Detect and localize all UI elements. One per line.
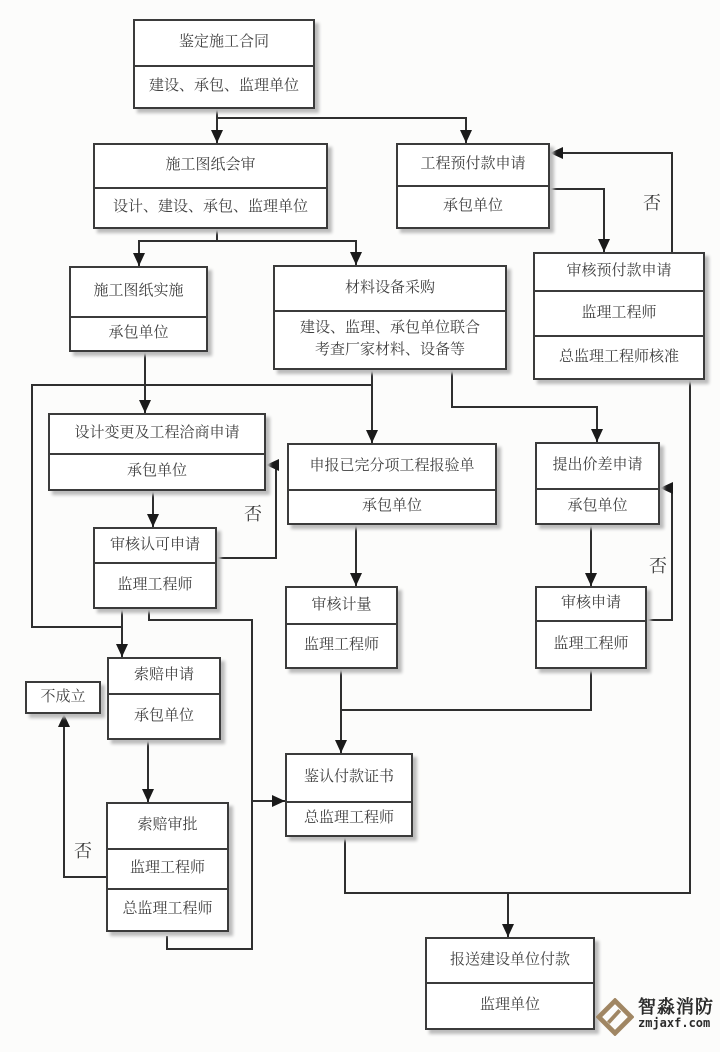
node-role: 承包单位 xyxy=(50,453,264,489)
node-title: 审核申请 xyxy=(560,595,621,612)
node-role: 监理工程师 xyxy=(95,562,215,607)
edge-label-no-design-change: 否 xyxy=(242,499,264,527)
connector-line xyxy=(275,464,277,559)
edge-label-no-prepayment: 否 xyxy=(641,188,663,216)
node-role: 建设、监理、承包单位联合考查厂家材料、设备等 xyxy=(275,310,505,368)
node-role: 承包单位 xyxy=(537,488,658,523)
node-role: 总监理工程师 xyxy=(108,888,227,930)
connector-line xyxy=(63,876,108,878)
node-drawing-implementation xyxy=(69,266,208,352)
node-title: 审核预付款申请 xyxy=(566,263,672,280)
connector-line xyxy=(689,380,691,894)
node-role: 承包单位 xyxy=(109,693,219,738)
arrowhead-icon xyxy=(116,644,128,657)
connector-line xyxy=(344,892,691,894)
connector-line xyxy=(148,619,253,621)
connector-line xyxy=(63,714,65,878)
node-role: 监理工程师 xyxy=(287,623,396,667)
arrowhead-icon xyxy=(550,147,563,159)
connector-line xyxy=(590,669,592,711)
node-price-difference-application xyxy=(535,442,660,525)
node-role: 承包单位 xyxy=(71,316,206,350)
node-role: 总监理工程师 xyxy=(287,801,411,835)
connector-line xyxy=(31,384,373,386)
node-application-audit xyxy=(535,586,647,669)
node-title: 设计变更及工程洽商申请 xyxy=(74,425,240,442)
node-completed-subitem-inspection-report xyxy=(287,443,497,525)
node-title: 索赔审批 xyxy=(137,817,198,834)
arrowhead-icon xyxy=(335,740,347,753)
node-title: 申报已完分项工程报验单 xyxy=(309,458,475,475)
connector-line xyxy=(451,406,598,408)
node-prepayment-application xyxy=(396,143,550,229)
brand-logo-icon xyxy=(596,998,634,1036)
node-title: 材料设备采购 xyxy=(344,279,435,296)
arrowhead-icon xyxy=(139,400,151,413)
arrowhead-icon xyxy=(133,253,145,266)
node-title: 提出价差申请 xyxy=(552,457,643,474)
node-material-equipment-procurement xyxy=(273,265,507,370)
node-title: 施工图纸会审 xyxy=(165,157,256,174)
connector-line xyxy=(451,370,453,407)
node-title: 审核认可申请 xyxy=(109,536,200,553)
arrowhead-icon xyxy=(350,573,362,586)
node-appraise-construction-contract xyxy=(133,19,315,109)
connector-line xyxy=(646,619,673,621)
arrowhead-icon xyxy=(460,130,472,143)
watermark xyxy=(596,998,714,1036)
node-title: 索赔申请 xyxy=(133,667,194,684)
arrowhead-icon xyxy=(585,573,597,586)
node-title: 施工图纸实施 xyxy=(93,283,184,300)
node-role: 建设、承包、监理单位 xyxy=(135,65,313,107)
node-measurement-audit xyxy=(285,586,398,669)
node-approval-application-audit xyxy=(93,527,217,609)
arrowhead-icon xyxy=(147,514,159,527)
connector-line xyxy=(31,384,33,628)
arrowhead-icon xyxy=(350,252,362,265)
arrowhead-icon xyxy=(211,130,223,143)
connector-line xyxy=(671,152,673,252)
watermark-brand: 智淼消防 xyxy=(638,997,714,1017)
node-role: 监理工程师 xyxy=(537,620,645,667)
connector-line xyxy=(216,117,467,119)
connector-line xyxy=(31,626,123,628)
arrowhead-icon xyxy=(591,429,603,442)
node-title: 鉴定施工合同 xyxy=(178,34,269,51)
node-title: 鉴认付款证书 xyxy=(303,769,394,786)
node-drawing-joint-review xyxy=(93,143,328,229)
arrowhead-icon xyxy=(272,795,285,807)
arrowhead-icon xyxy=(366,430,378,443)
node-not-established xyxy=(25,681,101,714)
node-title: 审核计量 xyxy=(311,596,372,613)
node-submit-payment-to-client xyxy=(425,937,595,1030)
connector-line xyxy=(344,837,346,893)
arrowhead-icon xyxy=(660,482,673,494)
edge-label-no-claim: 否 xyxy=(72,836,94,864)
node-role: 监理工程师 xyxy=(108,848,227,888)
node-title: 工程预付款申请 xyxy=(420,156,526,173)
node-payment-certificate xyxy=(285,753,413,837)
connector-line xyxy=(138,240,357,242)
node-role: 总监理工程师核准 xyxy=(535,335,703,378)
node-role: 设计、建设、承包、监理单位 xyxy=(95,187,326,227)
arrowhead-icon xyxy=(142,789,154,802)
connector-line xyxy=(251,619,253,950)
connector-line xyxy=(217,557,277,559)
arrowhead-icon xyxy=(598,239,610,252)
connector-line xyxy=(166,948,253,950)
arrowhead-icon xyxy=(502,924,514,937)
node-role: 监理单位 xyxy=(427,982,593,1028)
connector-line xyxy=(550,188,605,190)
edge-label-no-price-difference: 否 xyxy=(647,551,669,579)
connector-line xyxy=(341,709,592,711)
arrowhead-icon xyxy=(266,459,279,471)
node-design-change-negotiation-application xyxy=(48,413,266,491)
connector-line xyxy=(671,487,673,621)
connector-line xyxy=(552,152,673,154)
node-claim-application xyxy=(107,657,221,740)
node-title: 不成立 xyxy=(40,688,86,705)
watermark-site: zmjaxf.com xyxy=(638,1015,711,1030)
node-title: 报送建设单位付款 xyxy=(449,951,570,968)
node-role: 承包单位 xyxy=(289,489,495,523)
node-claim-approval xyxy=(106,802,229,932)
node-prepayment-audit xyxy=(533,252,705,380)
node-role: 承包单位 xyxy=(398,185,548,227)
arrowhead-icon xyxy=(58,714,70,727)
node-role: 监理工程师 xyxy=(535,290,703,335)
